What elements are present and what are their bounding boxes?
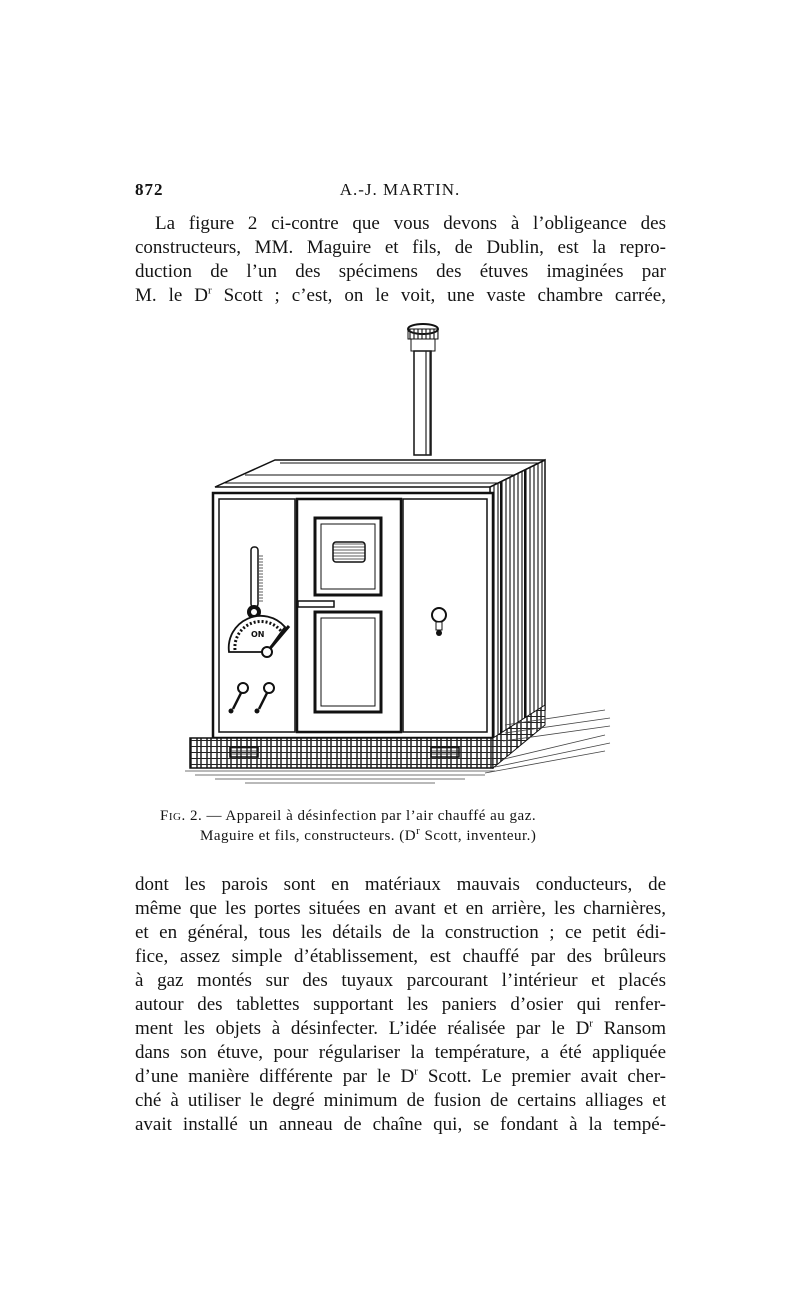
text-line: avait installé un anneau de chaîne qui, se fondant à la tempé- bbox=[135, 1114, 666, 1135]
superscript: r bbox=[414, 1065, 418, 1078]
chimney-pipe bbox=[408, 324, 438, 455]
gauge-label: ON bbox=[251, 630, 265, 639]
text-line: à gaz montés sur des tuyaux parcourant l’intérieur et placés bbox=[135, 970, 666, 991]
text-line: constructeurs, MM. Maguire et fils, de Dublin, est la repro- bbox=[135, 237, 666, 258]
roof bbox=[215, 460, 545, 487]
text-line: ché à utiliser le degré minimum de fusion de certains alliages et bbox=[135, 1090, 666, 1111]
caption-line bbox=[160, 826, 640, 846]
text-segment: Scott. Le premier avait cher- bbox=[417, 1066, 666, 1087]
page-header bbox=[135, 180, 665, 202]
text-line: dont les parois sont en matériaux mauvais conducteurs, de bbox=[135, 874, 666, 895]
text-line bbox=[135, 1065, 666, 1089]
paragraph-body bbox=[135, 873, 666, 1137]
page-number: 872 bbox=[135, 180, 164, 199]
text-segment: ment les objets à désinfecter. L’idée réalisée par le D bbox=[135, 1018, 590, 1039]
door-window-lower bbox=[315, 612, 381, 712]
superscript: r bbox=[589, 1017, 593, 1030]
figure-caption bbox=[160, 806, 640, 846]
door-latch bbox=[298, 601, 334, 607]
text-line: dans son étuve, pour régulariser la température, a été appliquée bbox=[135, 1042, 666, 1063]
caption-text: Scott, inventeur.) bbox=[420, 828, 537, 844]
text-segment: Ransom bbox=[592, 1018, 666, 1039]
superscript: r bbox=[207, 284, 212, 297]
text-line: même que les portes situées en avant et en arrière, les charnières, bbox=[135, 898, 666, 919]
caption-text: — Appareil à désinfection par l’air chauffé au gaz. bbox=[202, 808, 537, 824]
disinfection-apparatus-illustration bbox=[185, 315, 615, 795]
caption-text: Maguire et fils, constructeurs. (D bbox=[200, 828, 417, 844]
paragraph-intro bbox=[135, 212, 666, 308]
text-line: et en général, tous les détails de la construction ; ce petit édi- bbox=[135, 922, 666, 943]
text-line: duction de l’un des spécimens des étuves imaginées par bbox=[135, 261, 666, 282]
superscript: r bbox=[416, 825, 421, 837]
running-head: A.-J. MARTIN. bbox=[339, 180, 461, 199]
text-segment: M. le D bbox=[135, 285, 208, 306]
text-line bbox=[135, 284, 666, 308]
door-window-upper bbox=[315, 518, 381, 595]
figure-label: Fig. 2. bbox=[160, 808, 203, 824]
text-line bbox=[135, 1017, 666, 1041]
text-line: autour des tablettes supportant les paniers d’osier qui renfer- bbox=[135, 994, 666, 1015]
caption-line bbox=[160, 806, 640, 826]
text-line: La figure 2 ci-contre que vous devons à l’obligeance des bbox=[155, 213, 666, 234]
text-segment: Scott ; c’est, on le voit, une vaste chambre carrée, bbox=[211, 285, 666, 306]
text-segment: d’une manière différente par le D bbox=[135, 1066, 415, 1087]
text-line: fice, assez simple d’établissement, est chauffé par des brûleurs bbox=[135, 946, 666, 967]
